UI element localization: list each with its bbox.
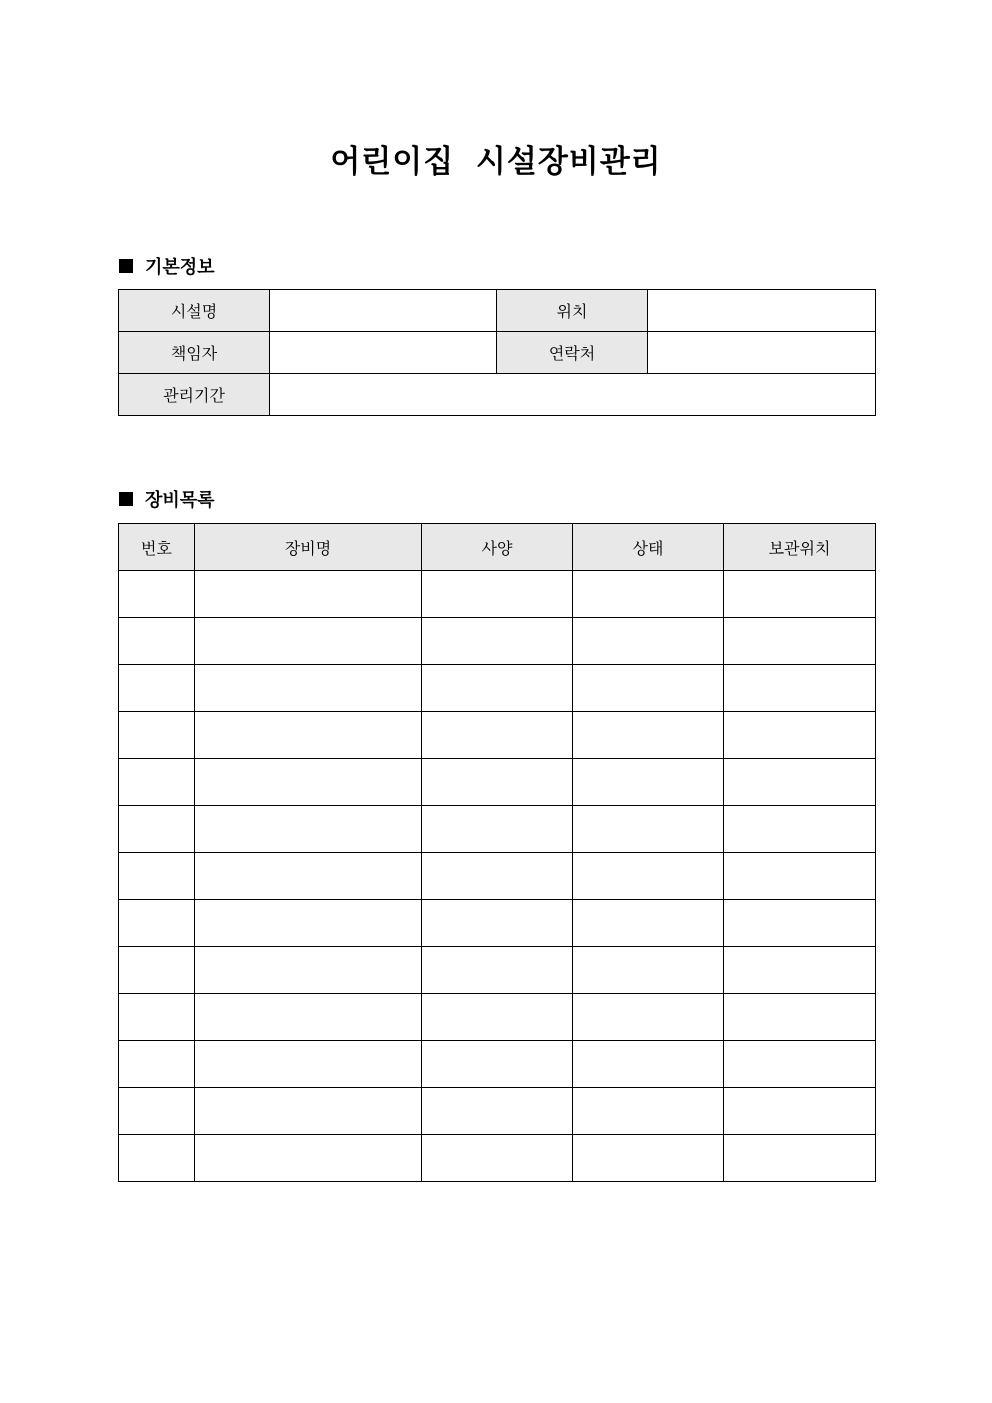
facility-name-field[interactable] bbox=[270, 290, 497, 332]
status-cell[interactable] bbox=[573, 947, 724, 994]
storage-location-cell[interactable] bbox=[724, 1135, 876, 1182]
column-header-spec: 사양 bbox=[422, 524, 573, 571]
table-row bbox=[119, 900, 876, 947]
contact-field[interactable] bbox=[648, 332, 876, 374]
location-label: 위치 bbox=[497, 290, 648, 332]
equipment-name-cell[interactable] bbox=[195, 712, 422, 759]
table-row bbox=[119, 1135, 876, 1182]
number-cell[interactable] bbox=[119, 618, 195, 665]
column-header-number: 번호 bbox=[119, 524, 195, 571]
number-cell[interactable] bbox=[119, 665, 195, 712]
number-cell[interactable] bbox=[119, 1041, 195, 1088]
spec-cell[interactable] bbox=[422, 994, 573, 1041]
spec-cell[interactable] bbox=[422, 853, 573, 900]
basic-info-table bbox=[118, 289, 876, 416]
spec-cell[interactable] bbox=[422, 900, 573, 947]
table-row bbox=[119, 618, 876, 665]
spec-cell[interactable] bbox=[422, 1041, 573, 1088]
storage-location-cell[interactable] bbox=[724, 947, 876, 994]
spec-cell[interactable] bbox=[422, 947, 573, 994]
equipment-table bbox=[118, 523, 876, 1182]
status-cell[interactable] bbox=[573, 900, 724, 947]
number-cell[interactable] bbox=[119, 571, 195, 618]
status-cell[interactable] bbox=[573, 853, 724, 900]
table-row bbox=[119, 853, 876, 900]
storage-location-cell[interactable] bbox=[724, 900, 876, 947]
table-row bbox=[119, 806, 876, 853]
equipment-name-cell[interactable] bbox=[195, 994, 422, 1041]
storage-location-cell[interactable] bbox=[724, 806, 876, 853]
equipment-header-row bbox=[119, 524, 876, 571]
table-row bbox=[119, 759, 876, 806]
number-cell[interactable] bbox=[119, 994, 195, 1041]
basic-info-heading bbox=[119, 253, 215, 279]
table-row bbox=[119, 571, 876, 618]
table-row bbox=[119, 994, 876, 1041]
equipment-name-cell[interactable] bbox=[195, 1088, 422, 1135]
contact-label: 연락처 bbox=[497, 332, 648, 374]
storage-location-cell[interactable] bbox=[724, 994, 876, 1041]
equipment-list-heading-label: 장비목록 bbox=[145, 490, 215, 511]
equipment-name-cell[interactable] bbox=[195, 1041, 422, 1088]
manager-field[interactable] bbox=[270, 332, 497, 374]
storage-location-cell[interactable] bbox=[724, 665, 876, 712]
number-cell[interactable] bbox=[119, 1088, 195, 1135]
period-label: 관리기간 bbox=[119, 374, 270, 416]
info-row-period bbox=[119, 374, 876, 416]
equipment-name-cell[interactable] bbox=[195, 618, 422, 665]
number-cell[interactable] bbox=[119, 712, 195, 759]
status-cell[interactable] bbox=[573, 1041, 724, 1088]
spec-cell[interactable] bbox=[422, 618, 573, 665]
status-cell[interactable] bbox=[573, 806, 724, 853]
equipment-name-cell[interactable] bbox=[195, 571, 422, 618]
table-row bbox=[119, 665, 876, 712]
equipment-name-cell[interactable] bbox=[195, 900, 422, 947]
status-cell[interactable] bbox=[573, 618, 724, 665]
status-cell[interactable] bbox=[573, 1088, 724, 1135]
equipment-name-cell[interactable] bbox=[195, 665, 422, 712]
spec-cell[interactable] bbox=[422, 1088, 573, 1135]
status-cell[interactable] bbox=[573, 571, 724, 618]
number-cell[interactable] bbox=[119, 900, 195, 947]
column-header-equipment-name: 장비명 bbox=[195, 524, 422, 571]
storage-location-cell[interactable] bbox=[724, 571, 876, 618]
number-cell[interactable] bbox=[119, 947, 195, 994]
manager-label: 책임자 bbox=[119, 332, 270, 374]
page-title: 어린이집 시설장비관리 bbox=[330, 144, 662, 180]
facility-name-label: 시설명 bbox=[119, 290, 270, 332]
storage-location-cell[interactable] bbox=[724, 1041, 876, 1088]
number-cell[interactable] bbox=[119, 806, 195, 853]
number-cell[interactable] bbox=[119, 853, 195, 900]
period-field[interactable] bbox=[270, 374, 876, 416]
equipment-name-cell[interactable] bbox=[195, 1135, 422, 1182]
status-cell[interactable] bbox=[573, 712, 724, 759]
storage-location-cell[interactable] bbox=[724, 759, 876, 806]
spec-cell[interactable] bbox=[422, 571, 573, 618]
storage-location-cell[interactable] bbox=[724, 618, 876, 665]
status-cell[interactable] bbox=[573, 994, 724, 1041]
column-header-status: 상태 bbox=[573, 524, 724, 571]
equipment-name-cell[interactable] bbox=[195, 853, 422, 900]
square-bullet-icon bbox=[119, 492, 133, 506]
info-row-facility bbox=[119, 290, 876, 332]
equipment-list-heading bbox=[119, 486, 215, 512]
storage-location-cell[interactable] bbox=[724, 853, 876, 900]
storage-location-cell[interactable] bbox=[724, 1088, 876, 1135]
spec-cell[interactable] bbox=[422, 1135, 573, 1182]
info-row-manager bbox=[119, 332, 876, 374]
status-cell[interactable] bbox=[573, 665, 724, 712]
spec-cell[interactable] bbox=[422, 712, 573, 759]
storage-location-cell[interactable] bbox=[724, 712, 876, 759]
table-row bbox=[119, 947, 876, 994]
table-row bbox=[119, 1088, 876, 1135]
spec-cell[interactable] bbox=[422, 759, 573, 806]
number-cell[interactable] bbox=[119, 1135, 195, 1182]
column-header-storage-location: 보관위치 bbox=[724, 524, 876, 571]
equipment-name-cell[interactable] bbox=[195, 806, 422, 853]
table-row bbox=[119, 712, 876, 759]
number-cell[interactable] bbox=[119, 759, 195, 806]
equipment-name-cell[interactable] bbox=[195, 759, 422, 806]
location-field[interactable] bbox=[648, 290, 876, 332]
spec-cell[interactable] bbox=[422, 806, 573, 853]
table-row bbox=[119, 1041, 876, 1088]
equipment-name-cell[interactable] bbox=[195, 947, 422, 994]
status-cell[interactable] bbox=[573, 1135, 724, 1182]
basic-info-heading-label: 기본정보 bbox=[145, 257, 215, 278]
spec-cell[interactable] bbox=[422, 665, 573, 712]
square-bullet-icon bbox=[119, 259, 133, 273]
status-cell[interactable] bbox=[573, 759, 724, 806]
